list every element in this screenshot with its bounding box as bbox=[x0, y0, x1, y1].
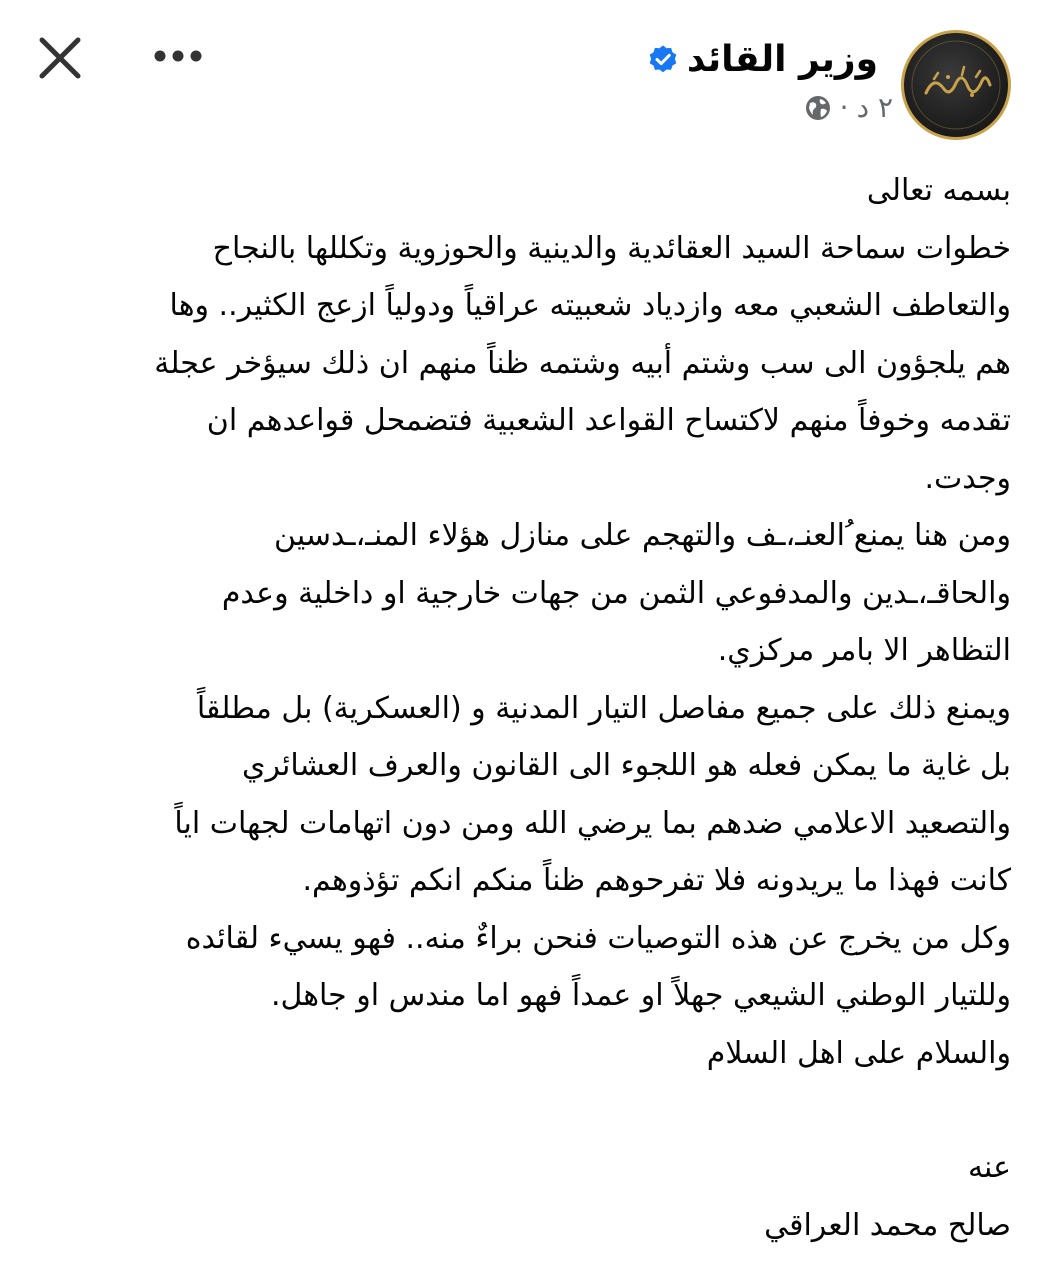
post-line: التظاهر الا بامر مركزي. bbox=[717, 633, 1011, 668]
page-avatar[interactable] bbox=[901, 30, 1011, 140]
post-line: ومن هنا يمنع ُالعنـ،ـف والتهجم على منازل هؤلاء المنـ،ـدسين bbox=[274, 518, 1011, 553]
avatar-logo-icon bbox=[904, 33, 1008, 137]
post-line: بسمه تعالى bbox=[866, 173, 1011, 208]
close-icon[interactable] bbox=[32, 30, 88, 86]
more-horizontal-icon[interactable] bbox=[148, 38, 208, 74]
post-line: والحاقـ،ـدين والمدفوعي الثمن من جهات خارجية او داخلية وعدم bbox=[221, 575, 1011, 611]
post-line: كانت فهذا ما يريدونه فلا تفرحوهم ظناً منكم انكم تؤذوهم. bbox=[302, 863, 1011, 898]
post-header bbox=[0, 0, 1043, 140]
post-line: تقدمه وخوفاً منهم لاكتساح القواعد الشعبية فتضمحل قواعدهم ان bbox=[206, 403, 1011, 438]
paragraph-gap bbox=[31, 1082, 1011, 1139]
post-line: ويمنع ذلك على جميع مفاصل التيار المدنية و (العسكرية) بل مطلقاً bbox=[196, 690, 1011, 726]
post-line: خطوات سماحة السيد العقائدية والدينية والحوزوية وتكللها بالنجاح bbox=[212, 230, 1011, 266]
post-line: وكل من يخرج عن هذه التوصيات فنحن براءٌ منه.. فهو يسيء لقائده bbox=[185, 920, 1011, 956]
globe-icon[interactable] bbox=[804, 94, 832, 122]
verified-badge-icon bbox=[647, 44, 679, 76]
post-line: بل غاية ما يمكن فعله هو اللجوء الى القانون والعرف العشائري bbox=[242, 748, 1011, 783]
post-line: وجدت. bbox=[924, 460, 1011, 496]
post-line: والتعاطف الشعبي معه وازدياد شعبيته عراقياً ودولياً ازعج الكثير.. وها bbox=[169, 288, 1011, 323]
post-time[interactable]: ٢ د bbox=[856, 91, 893, 124]
meta-separator: · bbox=[839, 91, 849, 124]
signature-from: عنه bbox=[967, 1150, 1011, 1185]
post-line: هم يلجؤون الى سب وشتم أبيه وشتمه ظناً منهم ان ذلك سيؤخر عجلة bbox=[154, 345, 1011, 381]
post-meta bbox=[804, 90, 893, 126]
signature-name: صالح محمد العراقي bbox=[764, 1207, 1011, 1243]
page-name[interactable]: وزير القائد bbox=[686, 39, 878, 80]
post-line: والتصعيد الاعلامي ضدهم بما يرضي الله ومن دون اتهامات لجهات اياً bbox=[174, 805, 1011, 841]
page-name-row bbox=[647, 38, 878, 82]
post-line: والسلام على اهل السلام bbox=[706, 1035, 1011, 1071]
post-body bbox=[31, 162, 1011, 1254]
post-line: وللتيار الوطني الشيعي جهلاً او عمداً فهو اما مندس او جاهل. bbox=[270, 978, 1011, 1013]
